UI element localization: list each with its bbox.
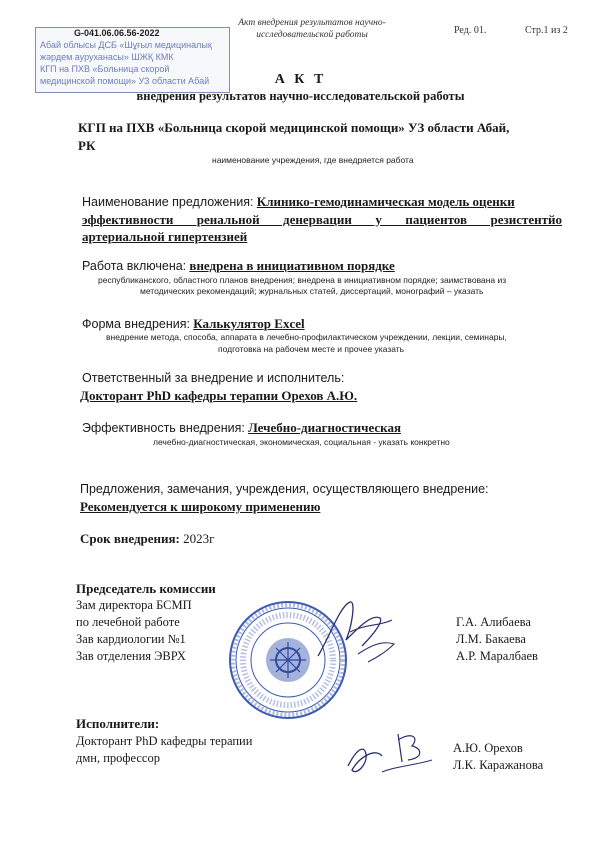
proposal-value-2: эффективности ренальной денервации у пациентов резистентйо [82,212,562,227]
executor-role-2: дмн, профессор [76,751,160,765]
efficiency-note: лечебно-диагностическая, экономическая, социальная - указать конкретно [153,437,450,447]
stamp-line-2: жәрдем ауруханасы» ШЖҚ КМК [40,52,174,62]
commission-roles [76,597,192,665]
document-code: G-041.06.06.56-2022 [74,28,160,38]
commission-role-4: Зав отделения ЭВРХ [76,649,186,663]
form-note-1: внедрение метода, способа, аппарата в лечебно-профилактическом учреждении, лекции, семинары, [106,332,507,342]
executor-names [453,740,543,774]
term-value: 2023г [183,531,215,546]
included-note-2: методических рекомендаций; журнальных статей, диссертаций, монографий – указать [140,286,484,296]
included-label: Работа включена: [82,259,187,273]
stamp-line-1: Абай облысы ДСБ «Шұғыл медициналық [40,40,212,50]
executors-heading: Исполнители: [76,716,160,731]
stamp-line-4: медицинской помощи» УЗ области Абай [40,76,210,86]
efficiency-label: Эффективность внедрения: [82,421,245,435]
efficiency-value: Лечебно-диагностическая [248,420,402,435]
doc-type-line-2: исследовательской работы [256,30,368,40]
commission-name-1: Г.А. Алибаева [456,615,531,629]
page-subtitle: внедрения результатов научно-исследовательской работы [136,89,465,103]
remarks-label: Предложения, замечания, учреждения, осуществляющего внедрение: [80,482,489,496]
form-value: Калькулятор Excel [193,316,305,331]
commission-role-2: по лечебной работе [76,615,180,629]
commission-name-2: Л.М. Бакаева [456,632,526,646]
executor-name-1: А.Ю. Орехов [453,741,523,755]
commission-role-3: Зав кардиологии №1 [76,632,186,646]
commission-names [456,614,538,665]
included-value: внедрена в инициативном порядке [189,258,395,273]
form-row [82,316,305,332]
doc-type-header [232,17,392,41]
commission-signatures [310,596,400,668]
commission-role-1: Зам директора БСМП [76,598,192,612]
form-label: Форма внедрения: [82,317,190,331]
executor-role-1: Докторант PhD кафедры терапии [76,734,253,748]
proposal-value-3: артериальной гипертензией [82,229,248,244]
included-row [82,258,395,274]
executor-signatures [342,726,442,782]
commission-heading: Председатель комиссии [76,581,216,596]
stamp-line-3: КГП на ПХВ «Больница скорой [40,64,170,74]
institution-line-2: РК [78,138,96,153]
commission-name-3: А.Р. Маралбаев [456,649,538,663]
responsible-value: Докторант PhD кафедры терапии Орехов А.Ю. [80,388,358,403]
proposal-value-1: Клинико-гемодинамическая модель оценки [256,194,515,209]
term-row [80,531,214,547]
form-note-2: подготовка на рабочем месте и прочее указать [218,344,405,354]
included-note-1: республиканского, областного планов внедрения; внедрена в инициативном порядке; заимствована из [98,275,507,285]
institution-line-1: КГП на ПХВ «Больница скорой медицинской помощи» УЗ области Абай, [78,120,510,135]
institution-note: наименование учреждения, где внедряется работа [212,155,414,165]
remarks-value: Рекомендуется к широкому применению [80,499,321,514]
edition-label: Ред. 01. [454,25,487,36]
page-number: Стр.1 из 2 [525,25,568,36]
page-title: А К Т [274,72,327,87]
executor-name-2: Л.К. Каражанова [453,758,544,772]
term-label: Срок внедрения: [80,531,180,546]
doc-type-line-1: Акт внедрения результатов научно- [238,18,386,28]
efficiency-row [82,420,401,436]
proposal-label: Наименование предложения: [82,195,254,209]
executors-roles [76,733,252,767]
responsible-label: Ответственный за внедрение и исполнитель: [82,371,345,385]
proposal-block [82,193,562,245]
